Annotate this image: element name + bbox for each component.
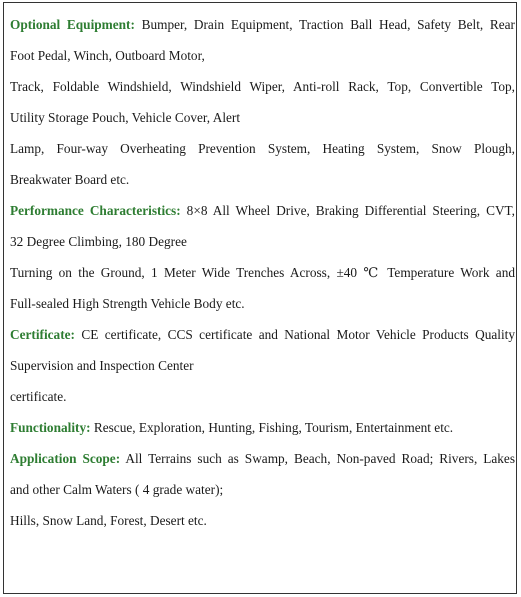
certificate-line-3: certificate.	[10, 389, 67, 404]
optional-equipment-line-1: Optional Equipment: Bumper, Drain Equipment, Traction Ball Head, Safety Belt, Rear	[10, 17, 515, 32]
application-scope-line-3: Hills, Snow Land, Forest, Desert etc.	[10, 513, 207, 528]
optional-equipment-line-3: Track, Foldable Windshield, Windshield Wiper, Anti-roll Rack, Top, Convertible Top,	[10, 79, 515, 94]
certificate-line-1: Certificate: CE certificate, CCS certificate and National Motor Vehicle Products Quality	[10, 327, 515, 342]
optional-equipment-line-4: Utility Storage Pouch, Vehicle Cover, Alert	[10, 110, 241, 125]
certificate-line-2: Supervision and Inspection Center	[10, 358, 194, 373]
functionality-label: Functionality:	[10, 420, 91, 435]
certificate-label: Certificate:	[10, 327, 75, 342]
optional-equipment-line-6: Breakwater Board etc.	[10, 172, 130, 187]
application-scope-label: Application Scope:	[10, 451, 121, 466]
optional-equipment-line-2: Foot Pedal, Winch, Outboard Motor,	[10, 48, 205, 63]
performance-line-1: Performance Characteristics: 8×8 All Wheel Drive, Braking Differential Steering, CVT,	[10, 203, 516, 218]
performance-line-2: 32 Degree Climbing, 180 Degree	[10, 234, 187, 249]
application-scope-line-1: Application Scope: All Terrains such as Swamp, Beach, Non-paved Road; Rivers, Lakes	[10, 451, 516, 466]
performance-line-3: Turning on the Ground, 1 Meter Wide Trenches Across, ±40 ℃ Temperature Work and	[10, 265, 515, 280]
performance-line-4: Full-sealed High Strength Vehicle Body etc.	[10, 296, 245, 311]
application-scope-line-2: and other Calm Waters ( 4 grade water);	[10, 482, 224, 497]
optional-equipment-label: Optional Equipment:	[10, 17, 135, 32]
performance-label: Performance Characteristics:	[10, 203, 181, 218]
optional-equipment-line-5: Lamp, Four-way Overheating Prevention System, Heating System, Snow Plough,	[10, 141, 515, 156]
functionality-line-1: Functionality: Rescue, Exploration, Hunting, Fishing, Tourism, Entertainment etc.	[10, 420, 454, 435]
